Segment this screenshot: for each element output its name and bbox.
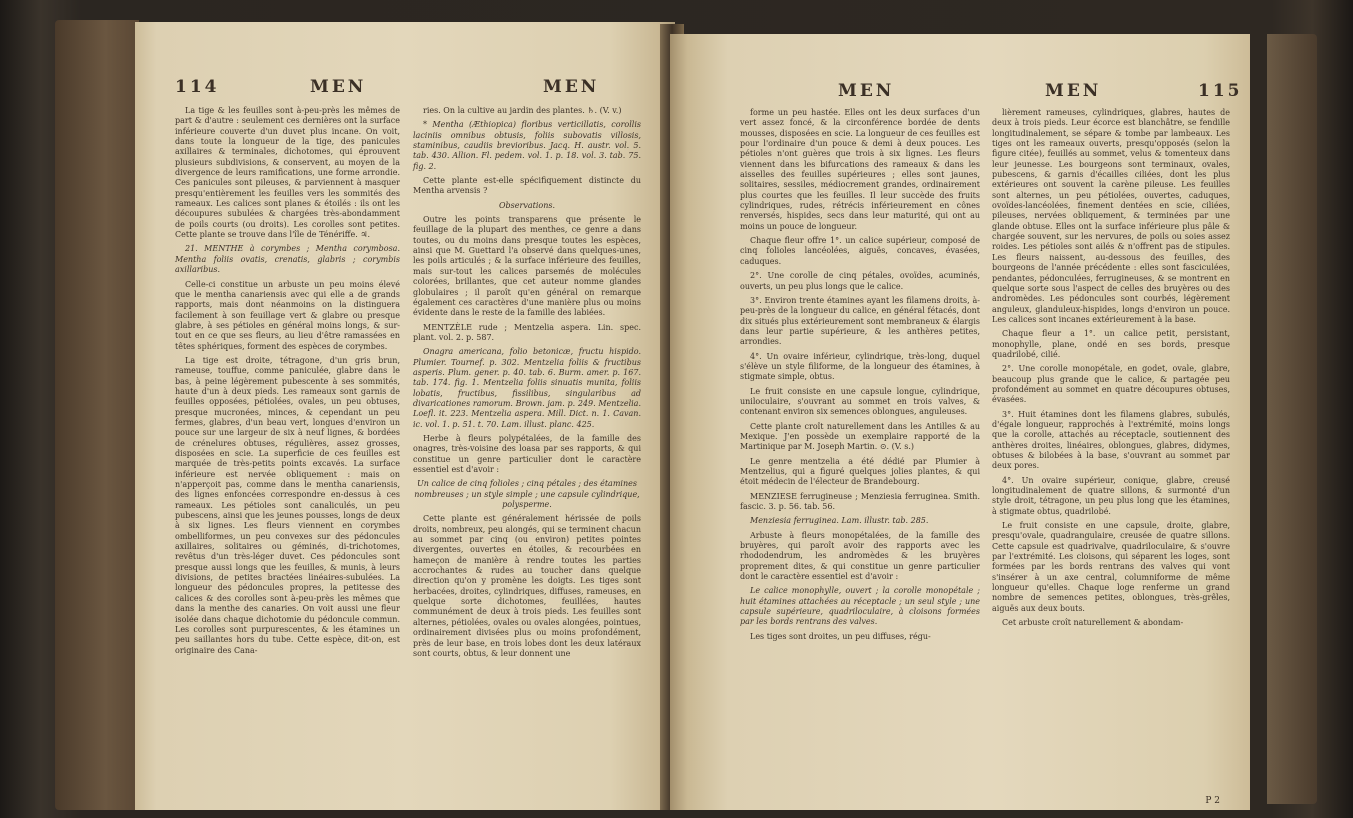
left-header-right: MEN: [543, 77, 600, 97]
paragraph: Le fruit consiste en une capsule longue, cylindrique, uniloculaire, s'ouvrant au sommet en trois valves, & contenant environ six semences oblongues, anguleuses.: [740, 386, 980, 417]
paragraph: Chaque fleur a 1°. un calice petit, persistant, monophylle, plane, ondé en ses bords, presque quadrilobé, cilié.: [992, 329, 1230, 359]
open-book: [55, 14, 1317, 814]
paragraph: 3°. Environ trente étamines ayant les filamens droits, à-peu-près de la longueur du calice, en général fétacés, dont dix situés plus extérieurement sont membraneux & élargis dans leur partie supérieure, & les anthères petites, arrondies.: [740, 295, 980, 347]
paragraph: Chaque fleur offre 1°. un calice supérieur, composé de cinq folioles lancéolées, aiguës, concaves, évasées, caduques.: [740, 236, 980, 266]
signature-mark: P 2: [1205, 796, 1220, 806]
section-heading: Observations.: [498, 200, 556, 210]
paragraph: Herbe à fleurs polypétalées, de la famille des onagres, très-voisine des loasa par ses rapports, & qui constitue un genre particulier dont le caractère essentiel est d'avoir :: [413, 433, 641, 474]
right-page-number: 115: [1198, 81, 1243, 101]
paragraph: lièrement rameuses, cylindriques, glabres, hautes de deux à trois pieds. Leur écorce est blanchâtre, se fendille longitudinalement, se sépare & tombe par lambeaux. Les tiges ont les rameaux ouverts, presqu'opposés (selon la figure citée), feuillés au sommet, velus & tomenteux dans leur jeunesse. Les bourgeons sont terminaux, ovales, pubescens, & garnis d'écailles ciliées, dont les plus extérieures ont souvent la carène pileuse. Les feuilles sont alternes, un peu pétiolées, ouvertes, caduques, ovoïdes-lancéolées, finement dentées en scie, ciliées, pileuses, nervées obliquement, & terminées par une glande obtuse. Elles ont la surface inférieure plus pâle & chargée souvent, sur les nervures, de poils ou soies assez roides. Les pétioles sont ailés & n'offrent pas de stipules. Les fleurs naissent, au-dessous des feuilles, des bourgeons de l'année précédente : elles sont fasciculées, pendantes, pédonculées, ferrugineuses, & se montrent en quelque sorte sous l'aspect de celles des bruyères ou des andromèdes. Les pédoncules sont courbés, légèrement anguleux, glanduleux-hispides, longs d'environ un pouce. Les calices sont incanes extérieurement à la base.: [992, 108, 1230, 324]
left-page: [135, 22, 675, 810]
paragraph: Arbuste à fleurs monopétalées, de la famille des bruyères, qui paroît avoir des rapports avec les rhododendrum, les andromèdes & les bruyères proprement dites, & qui constitue un genre particulier dont le caractère essentiel est d'avoir :: [740, 530, 980, 582]
paragraph: Onagra americana, folio betonicæ, fructu hispido. Plumier. Tournef. p. 302. Mentzelia foliis & fructibus asperis. Plum. gener. p. 40. tab. 6. Burm. amer. p. 167. tab. 174. fig. 1. Mentzelia foliis sinuatis munita, foliis lobatis, fructibus, fissilibus, singularibus ad divaricationes ramorum. Brown. jam. p. 249. Mentzelia. Loefl. it. 223. Mentzelia aspera. Mill. Dict. n. 1. Cavan. ic. vol. 1. p. 51. t. 70. Lam. illust. planc. 425.: [413, 347, 641, 429]
paragraph: La tige & les feuilles sont à-peu-près les mêmes de part & d'autre : seulement ces dernières ont la surface inférieure couverte d'un duvet plus incane. On voit, dans toute la longueur de la tige, des panicules axillaires & terminales, dichotomes, qui éprouvent plusieurs subdivisions, & conservent, au moyen de la divergence de leurs ramifications, une forme arrondie. Ces panicules sont pileuses, & parviennent à masquer presqu'entièrement les feuilles vers les sommités des rameaux. Les calices sont planes & étoilés : ils ont les découpures subulées & chargées très-abondamment de poils courts (ou droits). Les corolles sont petites. Cette plante se trouve dans l'île de Ténériffe. ♃.: [175, 106, 400, 240]
paragraph: Cet arbuste croît naturellement & abondam-: [1002, 618, 1184, 628]
paragraph: Les tiges sont droites, un peu diffuses, régu-: [750, 631, 931, 641]
left-header-left: MEN: [310, 77, 367, 97]
character-statement: Le calice monophylle, ouvert ; la corolle monopétale ; huit étamines attachées au réceptacle ; un seul style ; une capsule supérieure, quadriloculaire, à cloisons formées par les bords rentrans des valves.: [740, 586, 980, 627]
right-page-column-1: [740, 108, 980, 798]
paragraph: Cette plante est généralement hérissée de poils droits, nombreux, peu alongés, qui se terminent chacun au sommet par cinq (ou environ) petites pointes divergentes, ouvertes en étoiles, & recourbées en hameçon de manière à rendre toutes les parties accrochantes & rudes au toucher dans quelque direction qu'on y promène les doigts. Les tiges sont herbacées, droites, cylindriques, diffuses, rameuses, en quelque sorte dichotomes, feuillées, hautes communément de deux à trois pieds. Les feuilles sont alternes, pétiolées, ovales ou ovales alongées, pointues, ordinairement divisées plus ou moins profondément, près de leur base, en trois lobes dont les deux latéraux sont courts, obtus, & leur donnent une: [413, 514, 641, 658]
paragraph: 2°. Une corolle monopétale, en godet, ovale, glabre, beaucoup plus grande que le calice, & partagée peu profondément au sommet en quatre découpures obtuses, évasées.: [992, 364, 1230, 405]
paragraph: 4°. Un ovaire inférieur, cylindrique, très-long, duquel s'élève un style filiforme, de la longueur des étamines, à stigmate simple, obtus.: [740, 351, 980, 382]
genus-heading: MENTZÈLE rude ; Mentzelia aspera. Lin. spec. plant. vol. 2. p. 587.: [413, 322, 641, 342]
genus-heading: MENZIESE ferrugineuse ; Menziesia ferruginea. Smith. fascic. 3. p. 56. tab. 56.: [740, 491, 980, 512]
paragraph: 4°. Un ovaire supérieur, conique, glabre, creusé longitudinalement de quatre sillons, & surmonté d'un style droit, tétragone, un peu plus long que les étamines, à stigmate obtus, quadrilobé.: [992, 475, 1230, 516]
paragraph: 3°. Huit étamines dont les filamens glabres, subulés, d'égale longueur, rapprochés à l'extrémité, moins longs que la corolle, attachés au réceptacle, soutiennent des anthères droites, linéaires, oblongues, glabres, didymes, obtuses & bilobées à la base, s'ouvrant au sommet par deux pores.: [992, 409, 1230, 471]
paragraph: Cette plante croît naturellement dans les Antilles & au Mexique. J'en possède un exemplaire rapporté de la Martinique par M. Joseph Martin. ⊙. (V. s.): [740, 421, 980, 452]
paragraph: Outre les points transparens que présente le feuillage de la plupart des menthes, ce genre a dans toutes, ou du moins dans presque toutes les espèces, ainsi que M. Guettard l'a observé dans quelques-unes, les poils articulés ; & la surface inférieure des feuilles, mais sur-tout les calices parsemés de molécules colorées, brillantes, que cet auteur nomme glandes globulaires ; il paroît qu'en général on remarque également ces caractères d'une manière plus ou moins évidente dans le reste de la famille des labiées.: [413, 215, 641, 318]
right-page-column-2: [992, 108, 1230, 788]
left-page-column-1: [175, 106, 400, 806]
paragraph: forme un peu hastée. Elles ont les deux surfaces d'un vert assez foncé, & la circonférence bordée de dents mousses, disposées en scie. La longueur de ces feuilles est pour l'ordinaire d'un pouce & demi à deux pouces. Les pétioles n'ont guères que trois à six lignes. Les fleurs viennent dans les bifurcations des rameaux & dans les aisselles des feuilles supérieures ; elles sont jaunes, solitaires, sessiles, médiocrement grandes, ordinairement plus courtes que les feuilles. Il leur succède des fruits cylindriques, rudes, rétrécis inférieurement en cônes renversés, hispides, secs dans leur maturité, qui ont au moins un pouce de longueur.: [740, 108, 980, 231]
right-page: [670, 34, 1250, 810]
paragraph: Le fruit consiste en une capsule, droite, glabre, presqu'ovale, quadrangulaire, creusée de quatre sillons. Cette capsule est quadrivalve, quadriloculaire, & s'ouvre par l'extrémité. Les cloisons, qui séparent les loges, sont formées par les bords rentrans des valves qui vont s'insérer à un axe central, columniforme de même longueur qu'elles. Chaque loge renferme un grand nombre de semences petites, oblongues, très-grêles, aiguës aux deux bouts.: [992, 521, 1230, 613]
character-statement: Un calice de cinq folioles ; cinq pétales ; des étamines nombreuses ; un style simple ; une capsule cylindrique, polysperme.: [414, 479, 640, 510]
paragraph: Le genre mentzelia a été dédié par Plumier à Mentzelius, qui a figuré quelques jolies plantes, & qui étoit médecin de l'électeur de Brandebourg.: [740, 456, 980, 487]
right-header-left: MEN: [838, 81, 895, 101]
left-page-number: 114: [175, 77, 220, 97]
paragraph: Cette plante est-elle spécifiquement distincte du Mentha arvensis ?: [413, 176, 641, 196]
left-cover-edge: [55, 20, 139, 810]
paragraph: 2°. Une corolle de cinq pétales, ovoïdes, acuminés, ouverts, un peu plus longs que le calice.: [740, 271, 980, 291]
paragraph: ries. On la cultive au jardin des plantes. ♄. (V. v.): [423, 106, 622, 115]
paragraph: Celle-ci constitue un arbuste un peu moins élevé que le mentha canariensis avec qui elle a de grands rapports, mais dont néanmoins on la distinguera facilement à son feuillage vert & glabre ou presque glabre, à ses pétioles en général moins longs, & sur-tout en ce que ses fleurs, au lieu d'être ramassées en têtes sphériques, forment des espèces de corymbes.: [175, 279, 400, 351]
right-header-right: MEN: [1045, 81, 1102, 101]
species-heading: 21. MENTHE à corymbes ; Mentha corymbosa. Mentha foliis ovatis, crenatis, glabris ; corymbis axillaribus.: [175, 244, 400, 275]
paragraph: Menziesia ferruginea. Lam. illustr. tab. 285.: [750, 516, 929, 526]
left-page-column-2: [413, 106, 641, 806]
paragraph: La tige est droite, tétragone, d'un gris brun, rameuse, touffue, comme paniculée, glabre dans le bas, à peine légèrement pubescente à ses sommités, haute d'un à deux pieds. Les rameaux sont garnis de feuilles opposées, pétiolées, ovales, un peu obtuses, presque mucronées, minces, & cependant un peu fermes, glabres, d'un beau vert, longues d'environ un pouce sur une largeur de six à neuf lignes, & bordées de crénelures obtuses, régulières, assez grosses, disposées en scie. La superficie de ces feuilles est marquée de très-petits points excavés. La surface inférieure est nervée obliquement : mais on n'apperçoit pas, comme dans le mentha canariensis, des lignes enfoncées correspondre en-dessus à ces rameaux. Les pétioles sont canaliculés, un peu pubescens, ainsi que les jeunes pousses, longs de deux à six lignes. Les fleurs viennent en corymbes ombelliformes, un peu convexes sur des pédoncules axillaires, solitaires ou géminés, di-trichotomes, revêtus d'un très-léger duvet. Ces pédoncules sont presque aussi longs que les feuilles, & munis, à leurs divisions, de petites bractées linéaires-subulées. La longueur des pédoncules propres, la petitesse des calices & des corolles sont à-peu-près les mêmes que dans la menthe des canaries. On voit aussi une fleur isolée dans chaque dichotomie du pédoncule commun. Les corolles sont purpurescentes, & les étamines un peu saillantes hors du tube. Cette espèce, dit-on, est originaire des Cana-: [175, 355, 400, 655]
paragraph: * Mentha (Æthiopica) floribus verticillatis, corollis laciniis omnibus obtusis, foliis subovatis villosis, staminibus, caudiis brevioribus. Jacq. H. austr. vol. 5. tab. 430. Allion. Fl. pedem. vol. 1. p. 18. vol. 3. tab. 75. fig. 2.: [413, 120, 641, 171]
right-cover-edge: [1267, 34, 1317, 804]
